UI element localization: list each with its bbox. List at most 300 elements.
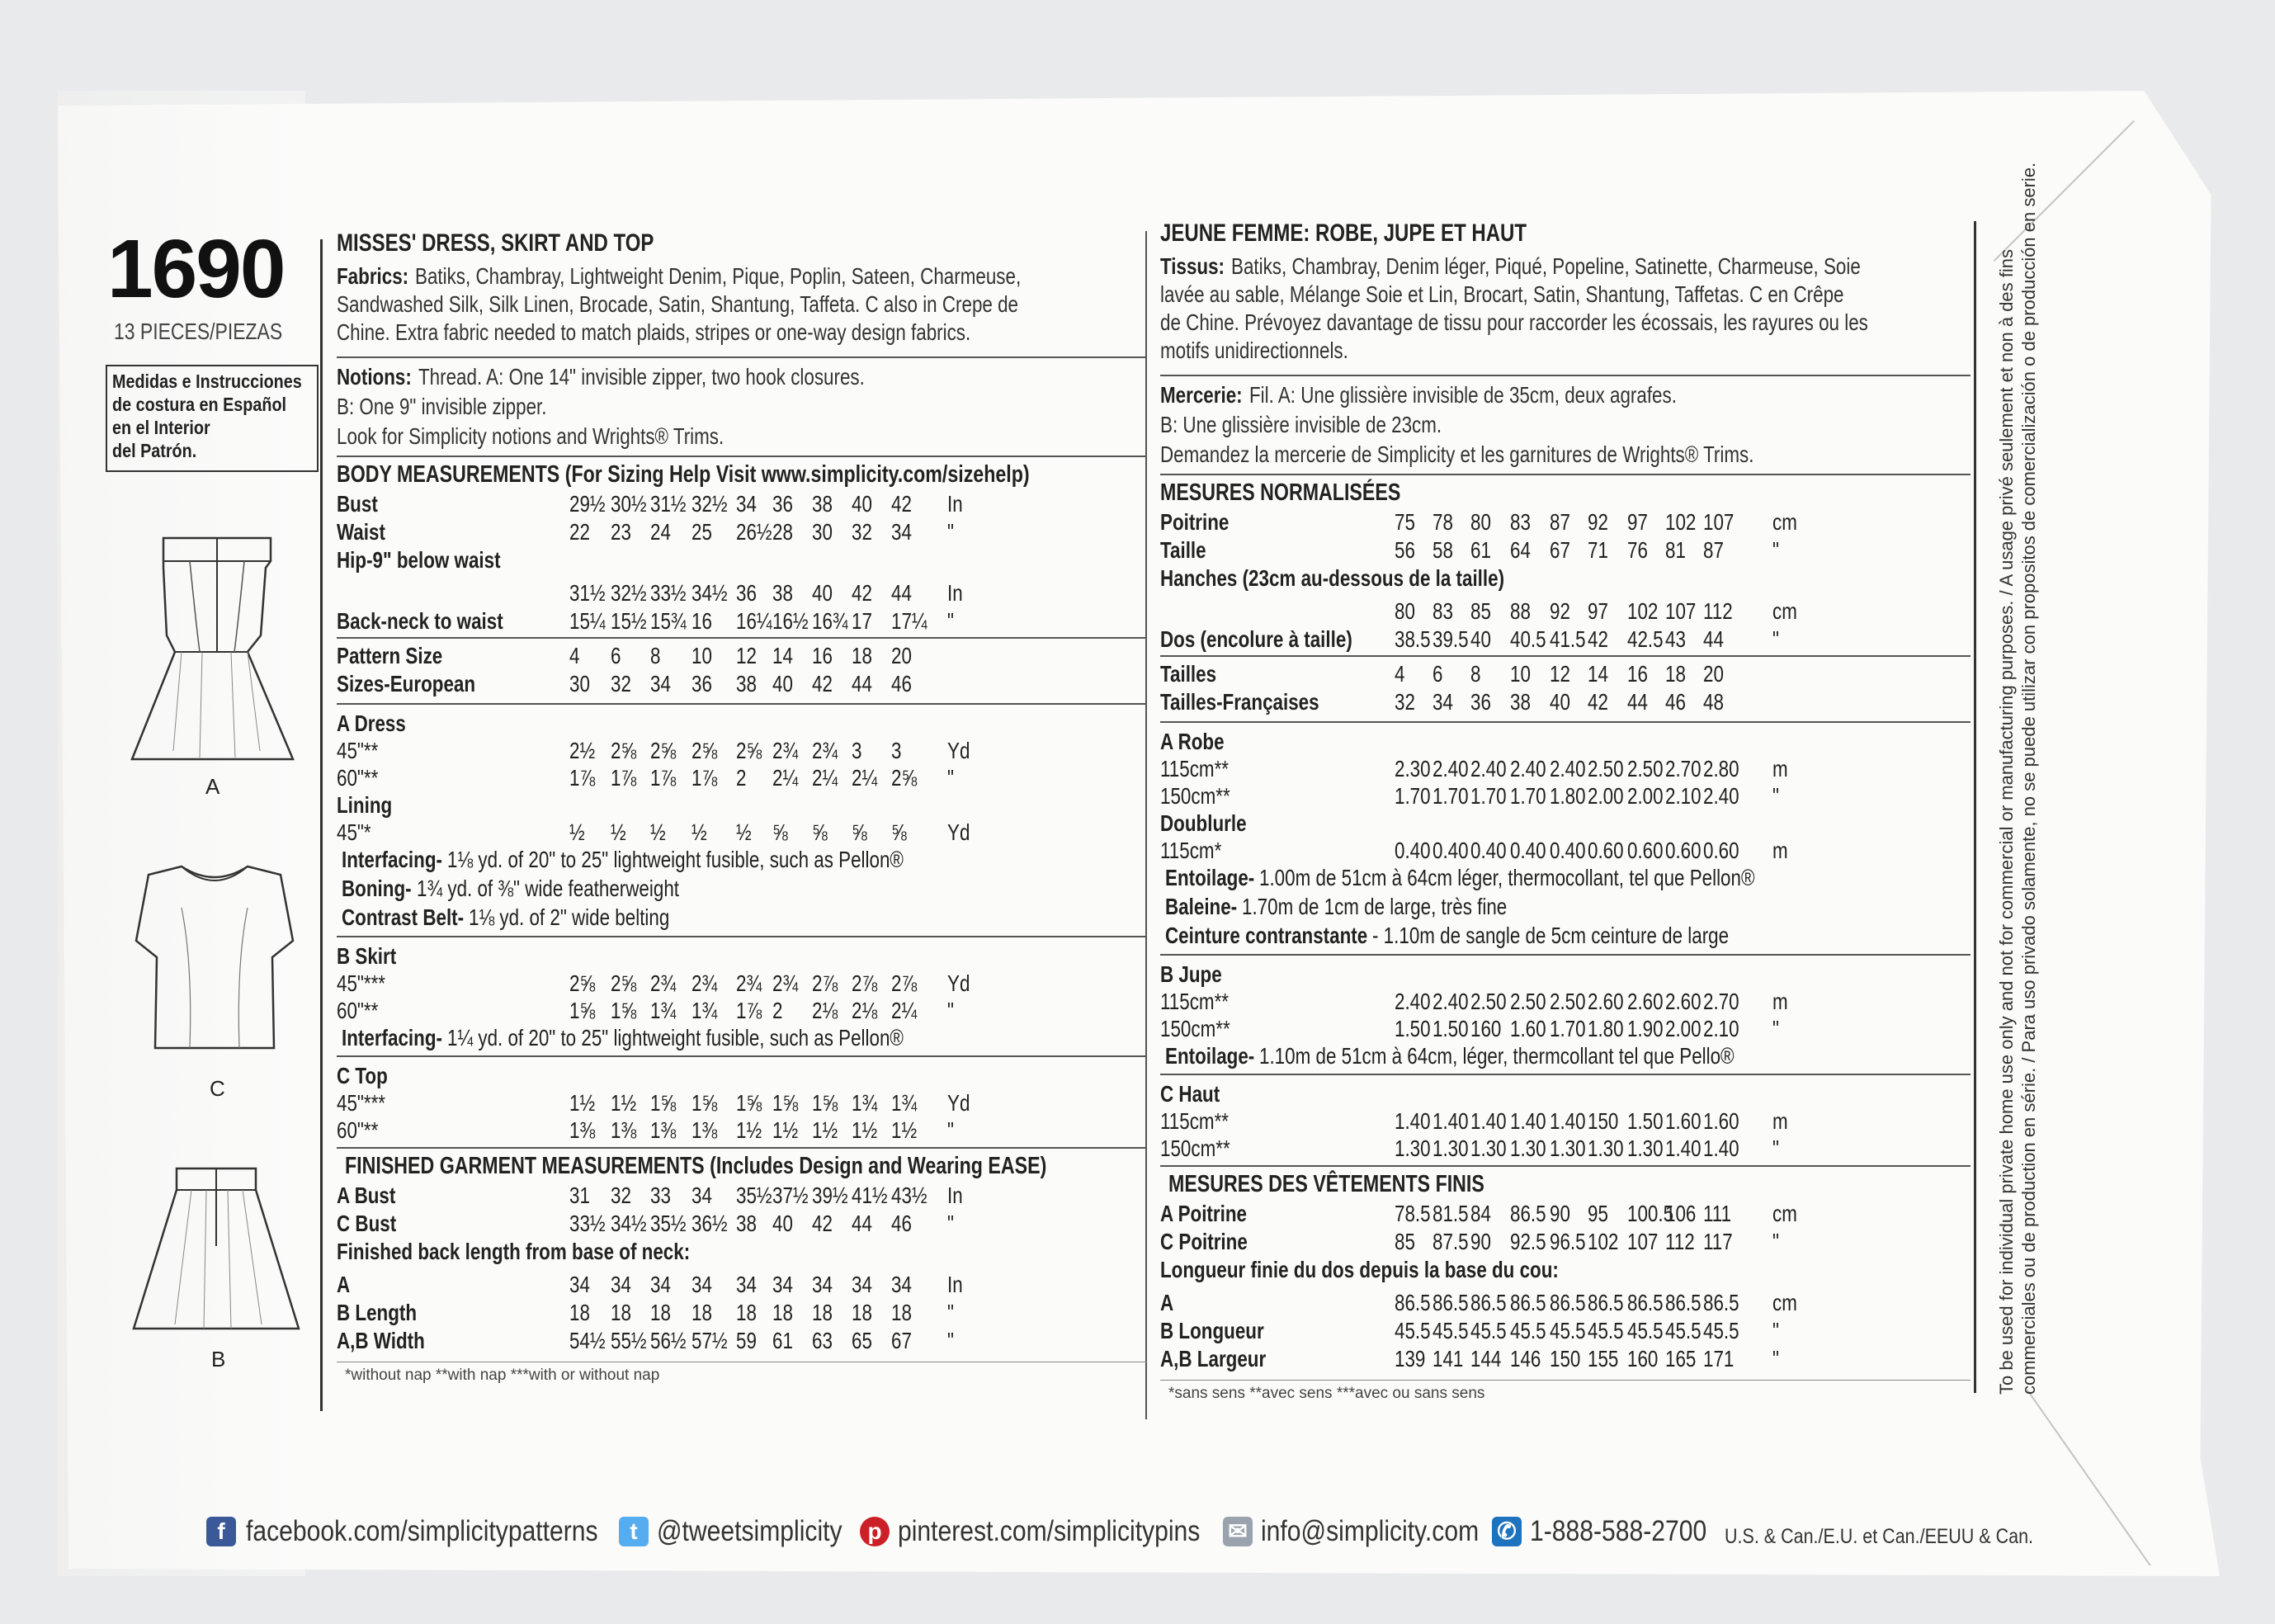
fr-finished-cell: 160 xyxy=(1627,1346,1659,1371)
fr-top-cell: 1.30 xyxy=(1627,1135,1664,1161)
fr-top-cell: 150 xyxy=(1588,1108,1619,1134)
fr-dress-cell: 1.70 xyxy=(1395,783,1431,809)
fr-size-cell: 34 xyxy=(1432,689,1453,715)
fr-body-cell: 64 xyxy=(1510,537,1531,563)
fr-size-cell: 16 xyxy=(1627,661,1648,687)
en-finished-unit: In xyxy=(947,1272,963,1297)
en-size-cell: 12 xyxy=(736,643,757,668)
en-dress-cell: ½ xyxy=(736,819,752,845)
fr-finished-cell: 45.5 xyxy=(1665,1318,1702,1343)
fr-finished-cell: 81.5 xyxy=(1432,1201,1469,1226)
en-finished-cell: 18 xyxy=(650,1300,671,1325)
fr-finished-cell: 112 xyxy=(1665,1229,1695,1254)
fr-skirt-row-label: B Jupe xyxy=(1160,961,1222,987)
en-skirt-cell: 2¾ xyxy=(736,970,762,996)
en-dress-cell: 2¼ xyxy=(852,765,878,791)
fr-body-cell: 42 xyxy=(1588,626,1608,652)
phone-region: U.S. & Can./E.U. et Can./EEUU & Can. xyxy=(1725,1525,2034,1548)
facebook-icon[interactable]: f xyxy=(206,1517,236,1546)
en-body-cell: 22 xyxy=(569,519,590,545)
fr-notions-line: B: Une glissière invisible de 23cm. xyxy=(1160,412,1442,437)
en-dress-cell: ⅝ xyxy=(772,819,788,845)
en-finished-cell: 18 xyxy=(736,1300,757,1325)
fr-notions-line: Demandez la mercerie de Simplicity et les garnitures de Wrights® Trims. xyxy=(1160,441,1754,467)
fr-size-cell: 46 xyxy=(1665,689,1686,715)
en-finished-cell: 34 xyxy=(691,1183,712,1208)
en-skirt-row-label: 60"** xyxy=(337,998,379,1023)
fr-rule-finished xyxy=(1160,1380,1971,1381)
en-dress-cell: ⅝ xyxy=(812,819,828,845)
en-finished-cell: 34½ xyxy=(611,1211,647,1236)
fr-skirt-cell: 2.60 xyxy=(1627,989,1664,1014)
en-top-cell: 1⅝ xyxy=(772,1090,799,1116)
en-top-cell: 1⅜ xyxy=(569,1117,596,1143)
en-notions-line: Thread. A: One 14" invisible zipper, two hook closures. xyxy=(418,364,865,389)
fr-skirt-cell: 2.60 xyxy=(1588,989,1624,1014)
en-body-cell: 36 xyxy=(736,580,757,606)
fr-top-cell: 1.40 xyxy=(1665,1135,1702,1161)
fr-rule-notions xyxy=(1160,474,1971,475)
en-top-unit: " xyxy=(947,1117,954,1143)
en-rule-skirt xyxy=(337,1055,1147,1057)
en-skirt-cell: 2¾ xyxy=(691,970,718,996)
fr-finished-cell: 102 xyxy=(1588,1229,1619,1254)
en-finished-cell: 37½ xyxy=(772,1183,809,1208)
en-skirt-unit: Yd xyxy=(947,970,970,996)
fr-fabrics-line: lavée au sable, Mélange Soie et Lin, Brocart, Satin, Shantung, Taffetas. C en Crêpe xyxy=(1160,281,1844,307)
en-finished-cell: 34 xyxy=(772,1272,793,1297)
fr-finished-cell: 45.5 xyxy=(1703,1318,1739,1343)
fr-size-cell: 32 xyxy=(1395,689,1415,715)
fr-body-cell: 85 xyxy=(1470,598,1491,624)
en-finished-cell: 44 xyxy=(852,1211,872,1236)
fr-top-cell: 1.40 xyxy=(1395,1108,1431,1134)
fr-rule-dress xyxy=(1160,954,1971,956)
en-dress-cell: 2⅝ xyxy=(891,765,918,791)
fr-top-cell: 1.40 xyxy=(1432,1108,1469,1134)
fr-body-unit: " xyxy=(1772,626,1779,652)
en-dress-note-text: 1⅛ yd. of 2" wide belting xyxy=(469,904,670,930)
fr-body-cell: 67 xyxy=(1550,537,1570,563)
fr-rule-sizes xyxy=(1160,721,1971,723)
fr-finished-cell: 45.5 xyxy=(1470,1318,1507,1343)
en-body-cell: 40 xyxy=(812,580,833,606)
fr-dress-cell: 0.40 xyxy=(1395,838,1431,863)
en-body-cell: 16 xyxy=(691,608,712,634)
fr-rule-skirt xyxy=(1160,1074,1971,1075)
en-body-cell: 32½ xyxy=(691,491,728,517)
fr-skirt-cell: 1.50 xyxy=(1432,1016,1469,1041)
en-finished-row-label: A xyxy=(337,1272,351,1297)
email-icon[interactable]: ✉ xyxy=(1223,1517,1253,1546)
en-skirt-cell: 2¾ xyxy=(650,970,677,996)
en-dress-cell: 3 xyxy=(891,738,902,763)
fr-body-cell: 83 xyxy=(1432,598,1453,624)
fr-top-cell: 1.60 xyxy=(1665,1108,1702,1134)
en-size-row-label: Sizes-European xyxy=(337,671,476,696)
view-label-a: A xyxy=(205,774,220,799)
fr-dress-cell: 2.80 xyxy=(1703,756,1739,781)
en-finished-cell: 41½ xyxy=(852,1183,888,1208)
fr-skirt-cell: 2.40 xyxy=(1432,989,1469,1014)
en-fabrics-line: Sandwashed Silk, Silk Linen, Brocade, Satin, Shantung, Taffeta. C also in Crepe de xyxy=(337,291,1018,317)
fr-finished-row-label: A xyxy=(1160,1290,1174,1315)
fr-dress-cell: 2.50 xyxy=(1588,756,1624,781)
fr-top-cell: 1.30 xyxy=(1550,1135,1586,1161)
en-dress-cell: 2⅝ xyxy=(650,738,677,763)
en-dress-cell: 1⅞ xyxy=(691,765,718,791)
en-finished-unit: " xyxy=(947,1211,954,1236)
fr-notions-label: Mercerie: xyxy=(1160,382,1243,408)
en-dress-row-label: 45"* xyxy=(337,819,371,845)
en-finished-cell: 34 xyxy=(569,1272,590,1297)
fr-finished-unit: " xyxy=(1772,1346,1779,1371)
en-top-cell: 1½ xyxy=(812,1117,838,1143)
en-skirt-cell: 2⅞ xyxy=(891,970,918,996)
en-skirt-cell: 2⅞ xyxy=(852,970,878,996)
fr-dress-cell: 2.30 xyxy=(1395,756,1431,781)
en-finished-cell: 34 xyxy=(812,1272,833,1297)
en-finished-cell: 42 xyxy=(812,1211,833,1236)
en-top-cell: 1⅝ xyxy=(812,1090,838,1116)
en-size-cell: 32 xyxy=(611,671,631,696)
en-footnote: *without nap **with nap ***with or without nap xyxy=(345,1367,660,1384)
fr-finished-cell: 45.5 xyxy=(1432,1318,1469,1343)
pattern-pieces: 13 PIECES/PIEZAS xyxy=(114,319,283,344)
fr-top-cell: 1.30 xyxy=(1588,1135,1624,1161)
en-dress-row-label: 45"** xyxy=(337,738,379,763)
fr-body-cell: 87 xyxy=(1703,537,1724,563)
en-dress-note-label: Boning- xyxy=(342,876,412,901)
fr-size-cell: 8 xyxy=(1470,661,1481,687)
en-finished-cell: 65 xyxy=(852,1328,872,1353)
fr-top-cell: 1.30 xyxy=(1432,1135,1469,1161)
en-dress-cell: 2¼ xyxy=(772,765,799,791)
en-body-cell: 29½ xyxy=(569,491,606,517)
fr-dress-cell: 0.60 xyxy=(1588,838,1624,863)
en-finished-cell: 34 xyxy=(611,1272,631,1297)
en-finished-cell: 55½ xyxy=(611,1328,647,1353)
fr-size-cell: 10 xyxy=(1510,661,1531,687)
fr-dress-cell: 0.40 xyxy=(1432,838,1469,863)
fr-size-cell: 18 xyxy=(1665,661,1686,687)
fr-body-row-label: Taille xyxy=(1160,537,1206,563)
fr-finished-cell: 139 xyxy=(1395,1346,1426,1371)
fr-dress-cell: 2.40 xyxy=(1550,756,1586,781)
en-body-cell: 15¾ xyxy=(650,608,687,634)
fr-rule-body xyxy=(1160,655,1971,657)
right-column-rule xyxy=(1974,221,1976,1393)
en-finished-unit: In xyxy=(947,1183,963,1208)
fr-finished-cell: 171 xyxy=(1703,1346,1735,1371)
twitter-icon[interactable]: t xyxy=(619,1517,649,1546)
fr-finished-row-label: C Poitrine xyxy=(1160,1229,1248,1254)
en-body-cell: 36 xyxy=(772,491,793,517)
fr-size-cell: 20 xyxy=(1703,661,1724,687)
fr-dress-cell: 1.80 xyxy=(1550,783,1586,809)
fr-body-cell: 56 xyxy=(1395,537,1415,563)
fr-finished-cell: 45.5 xyxy=(1627,1318,1664,1343)
en-finished-cell: 36½ xyxy=(691,1211,728,1236)
en-body-cell: 32 xyxy=(852,519,872,545)
fr-dress-unit: m xyxy=(1772,756,1788,781)
twitter-link[interactable]: @tweetsimplicity xyxy=(657,1515,843,1547)
en-body-cell: 40 xyxy=(852,491,872,517)
en-skirt-cell: 1⅝ xyxy=(611,998,637,1023)
fr-skirt-cell: 2.60 xyxy=(1665,989,1702,1014)
fr-dress-cell: 2.10 xyxy=(1665,783,1702,809)
fr-finished-cell: 146 xyxy=(1510,1346,1541,1371)
fr-finished-cell: 100.5 xyxy=(1627,1201,1674,1226)
en-fabrics-line: Batiks, Chambray, Lightweight Denim, Pique, Poplin, Sateen, Charmeuse, xyxy=(415,263,1022,289)
en-skirt-cell: 1¾ xyxy=(691,998,718,1023)
en-rule-body xyxy=(337,637,1147,639)
en-finished-cell: 18 xyxy=(891,1300,912,1325)
en-size-cell: 10 xyxy=(691,643,712,668)
fr-dress-note-label: Ceinture contranstante xyxy=(1165,923,1368,948)
en-skirt-cell: 2 xyxy=(772,998,783,1023)
en-dress-cell: 1⅞ xyxy=(650,765,677,791)
fr-dress-unit: m xyxy=(1772,838,1788,863)
fr-fabrics-line: de Chine. Prévoyez davantage de tissu pour raccorder les écossais, les rayures ou les xyxy=(1160,309,1868,335)
en-notions-label: Notions: xyxy=(337,364,412,389)
fr-dress-note-text: 1.70m de 1cm de large, très fine xyxy=(1242,894,1508,919)
fr-finished-cell: 45.5 xyxy=(1510,1318,1546,1343)
en-dress-row-label: Lining xyxy=(337,792,393,818)
en-top-cell: 1¾ xyxy=(852,1090,878,1116)
fr-body-cell: 78 xyxy=(1432,509,1453,535)
en-skirt-cell: 2⅛ xyxy=(852,998,878,1023)
en-top-cell: 1⅝ xyxy=(736,1090,762,1116)
fr-body-row-label: Dos (encolure à taille) xyxy=(1160,626,1352,652)
en-body-cell: 34½ xyxy=(691,580,728,606)
fr-skirt-cell: 160 xyxy=(1470,1016,1502,1041)
en-body-unit: In xyxy=(947,491,963,517)
fr-body-cell: 112 xyxy=(1703,598,1733,624)
fr-body-unit: cm xyxy=(1772,509,1797,535)
en-body-row-label: Bust xyxy=(337,491,378,517)
en-body-row-label: Waist xyxy=(337,519,385,545)
en-size-cell: 4 xyxy=(569,643,580,668)
en-body-unit: " xyxy=(947,608,954,634)
en-top-cell: 1⅝ xyxy=(650,1090,677,1116)
fr-finished-cell: 106 xyxy=(1665,1201,1697,1226)
en-dress-unit: Yd xyxy=(947,738,970,763)
en-dress-cell: ½ xyxy=(569,819,585,845)
en-body-cell: 34 xyxy=(736,491,757,517)
fr-dress-cell: 0.40 xyxy=(1550,838,1586,863)
fr-finished-cell: 150 xyxy=(1550,1346,1581,1371)
en-dress-cell: ½ xyxy=(691,819,707,845)
fr-body-cell: 80 xyxy=(1470,509,1491,535)
left-column-rule xyxy=(320,239,323,1411)
fr-body-cell: 43 xyxy=(1665,626,1686,652)
en-size-cell: 42 xyxy=(812,671,833,696)
en-size-cell: 20 xyxy=(891,643,912,668)
en-top-cell: 1⅜ xyxy=(611,1117,637,1143)
fr-dress-cell: 0.40 xyxy=(1510,838,1546,863)
fr-size-cell: 12 xyxy=(1550,661,1570,687)
en-finished-row-label: A Bust xyxy=(337,1183,396,1208)
fr-body-cell: 83 xyxy=(1510,509,1531,535)
en-size-cell: 46 xyxy=(891,671,912,696)
fr-finished-cell: 90 xyxy=(1470,1229,1491,1254)
en-dress-cell: 2⅝ xyxy=(736,738,762,763)
fr-body-row-label: Poitrine xyxy=(1160,509,1230,535)
fr-top-cell: 1.40 xyxy=(1510,1108,1546,1134)
top-c-icon xyxy=(132,858,297,1056)
fr-dress-cell: 2.40 xyxy=(1510,756,1546,781)
fr-finished-cell: 86.5 xyxy=(1510,1201,1546,1226)
en-body-cell: 38 xyxy=(812,491,833,517)
en-skirt-note-text: 1¼ yd. of 20" to 25" lightweight fusible, such as Pellon® xyxy=(446,1025,904,1050)
en-dress-cell: 2⅝ xyxy=(691,738,718,763)
skirt-b-icon xyxy=(125,1155,307,1345)
fr-finished-unit: cm xyxy=(1772,1290,1797,1315)
en-fabrics-label: Fabrics: xyxy=(337,263,409,289)
fr-body-cell: 88 xyxy=(1510,598,1531,624)
fr-size-cell: 44 xyxy=(1627,689,1648,715)
en-body-cell: 16¾ xyxy=(812,608,848,634)
fr-dress-row-label: Doublurle xyxy=(1160,810,1247,836)
en-finished-cell: 34 xyxy=(852,1272,872,1297)
en-top-cell: 1½ xyxy=(852,1117,878,1143)
phone-number: 1-888-588-2700 xyxy=(1530,1515,1707,1547)
fr-body-cell: 81 xyxy=(1665,537,1686,563)
en-body-row-label: Back-neck to waist xyxy=(337,608,503,634)
en-dress-cell: 2⅝ xyxy=(611,738,637,763)
fr-dress-cell: 2.70 xyxy=(1665,756,1702,781)
fr-finished-cell: 117 xyxy=(1703,1229,1733,1254)
email-link[interactable]: info@simplicity.com xyxy=(1261,1515,1480,1547)
fr-finished-cell: 84 xyxy=(1470,1201,1491,1226)
en-top-cell: 1⅜ xyxy=(691,1117,718,1143)
en-finished-unit: " xyxy=(947,1328,954,1353)
en-body-cell: 42 xyxy=(891,491,912,517)
fr-top-cell: 1.40 xyxy=(1470,1108,1507,1134)
facebook-link[interactable]: facebook.com/simplicitypatterns xyxy=(246,1515,598,1547)
spanish-instructions-text: Medidas e Instrucciones de costura en Español en el Interior del Patrón. xyxy=(112,371,302,461)
en-finished-cell: 61 xyxy=(772,1328,793,1353)
en-dress-row-label: 60"** xyxy=(337,765,379,791)
en-size-cell: 40 xyxy=(772,671,793,696)
en-rule-fabrics xyxy=(337,356,1147,358)
fr-top-row-label: 115cm** xyxy=(1160,1108,1230,1134)
footer xyxy=(206,1508,2055,1555)
en-body-cell: 26½ xyxy=(736,519,772,545)
en-finished-cell: 43½ xyxy=(891,1183,927,1208)
en-dress-cell: 3 xyxy=(852,738,862,763)
fr-dress-note-text: 1.00m de 51cm à 64cm léger, thermocollant, tel que Pellon® xyxy=(1259,865,1755,890)
en-rule-dress xyxy=(337,936,1147,937)
phone-icon[interactable]: ✆ xyxy=(1492,1517,1522,1546)
en-skirt-unit: " xyxy=(947,998,954,1023)
fr-finished-cell: 86.5 xyxy=(1470,1290,1507,1315)
en-body-unit: In xyxy=(947,580,963,606)
fr-title: JEUNE FEMME: ROBE, JUPE ET HAUT xyxy=(1160,220,1527,247)
en-skirt-cell: 1⅞ xyxy=(736,998,762,1023)
fr-finished-row-label: Longueur finie du dos depuis la base du cou: xyxy=(1160,1257,1559,1282)
fr-dress-row-label: A Robe xyxy=(1160,729,1225,754)
fr-finished-cell: 78.5 xyxy=(1395,1201,1431,1226)
fr-skirt-cell: 1.60 xyxy=(1510,1016,1546,1041)
en-finished-row-label: B Length xyxy=(337,1300,418,1325)
fr-body-cell: 76 xyxy=(1627,537,1648,563)
fr-finished-cell: 86.5 xyxy=(1627,1290,1664,1315)
en-dress-note-label: Contrast Belt- xyxy=(342,904,465,930)
fr-finished-cell: 111 xyxy=(1703,1201,1732,1226)
usage-notice-line-2: commerciales ou de production en série. / Para uso privado solamente, no se puede utilizar con propositos de comercialización o de producción en serie. xyxy=(2018,162,2039,1395)
fr-skirt-cell: 1.90 xyxy=(1627,1016,1664,1041)
en-rule-notions xyxy=(337,456,1147,457)
fr-top-cell: 1.60 xyxy=(1703,1108,1739,1134)
fr-skirt-row-label: 150cm** xyxy=(1160,1016,1230,1041)
en-body-cell: 30½ xyxy=(611,491,647,517)
fr-body-cell: 40.5 xyxy=(1510,626,1546,652)
en-skirt-cell: 2¾ xyxy=(772,970,799,996)
en-skirt-cell: 2¼ xyxy=(891,998,918,1023)
fr-skirt-cell: 2.50 xyxy=(1470,989,1507,1014)
fr-skirt-cell: 1.50 xyxy=(1395,1016,1431,1041)
en-finished-cell: 31 xyxy=(569,1183,590,1208)
fr-size-row-label: Tailles-Françaises xyxy=(1160,689,1319,715)
spanish-instructions-box xyxy=(106,365,319,472)
en-skirt-cell: 2⅞ xyxy=(812,970,838,996)
en-finished-row-label: A,B Width xyxy=(337,1328,425,1353)
fr-dress-cell: 1.70 xyxy=(1510,783,1546,809)
fr-finished-cell: 107 xyxy=(1627,1229,1659,1254)
en-size-cell: 8 xyxy=(650,643,661,668)
en-body-cell: 15¼ xyxy=(569,608,606,634)
fr-body-cell: 102 xyxy=(1665,509,1697,535)
en-finished-cell: 54½ xyxy=(569,1328,606,1353)
fr-body-cell: 38.5 xyxy=(1395,626,1431,652)
fr-dress-cell: 0.60 xyxy=(1627,838,1664,863)
en-rule-top xyxy=(337,1147,1147,1149)
en-dress-cell: 2¼ xyxy=(812,765,838,791)
fr-finished-cell: 95 xyxy=(1588,1201,1608,1226)
fr-top-cell: 1.40 xyxy=(1703,1135,1739,1161)
en-top-cell: 1¾ xyxy=(891,1090,918,1116)
fr-body-cell: 75 xyxy=(1395,509,1415,535)
fr-finished-cell: 155 xyxy=(1588,1346,1619,1371)
center-column-rule xyxy=(1145,231,1147,1419)
en-finished-row-label: C Bust xyxy=(337,1211,397,1236)
en-finished-cell: 34 xyxy=(891,1272,912,1297)
fr-dress-cell: 1.70 xyxy=(1470,783,1507,809)
en-skirt-cell: 2⅝ xyxy=(569,970,596,996)
en-body-cell: 17¼ xyxy=(891,608,927,634)
fr-finished-cell: 45.5 xyxy=(1588,1318,1624,1343)
fr-skirt-unit: " xyxy=(1772,1016,1779,1041)
fr-dress-row-label: 115cm** xyxy=(1160,756,1230,781)
fr-body-cell: 41.5 xyxy=(1550,626,1586,652)
en-body-cell: 28 xyxy=(772,519,793,545)
en-size-cell: 18 xyxy=(852,643,872,668)
en-finished-cell: 18 xyxy=(569,1300,590,1325)
fr-body-cell: 80 xyxy=(1395,598,1415,624)
en-skirt-cell: 2⅝ xyxy=(611,970,637,996)
pinterest-link[interactable]: pinterest.com/simplicitypins xyxy=(898,1515,1201,1547)
en-dress-cell: ½ xyxy=(611,819,626,845)
en-finished-unit: " xyxy=(947,1300,954,1325)
en-body-cell: 17 xyxy=(852,608,872,634)
fr-finished-cell: 86.5 xyxy=(1703,1290,1739,1315)
pinterest-icon[interactable]: p xyxy=(860,1517,890,1546)
fr-dress-cell: 2.50 xyxy=(1627,756,1664,781)
fr-body-cell: 97 xyxy=(1588,598,1608,624)
en-body-cell: 44 xyxy=(891,580,912,606)
